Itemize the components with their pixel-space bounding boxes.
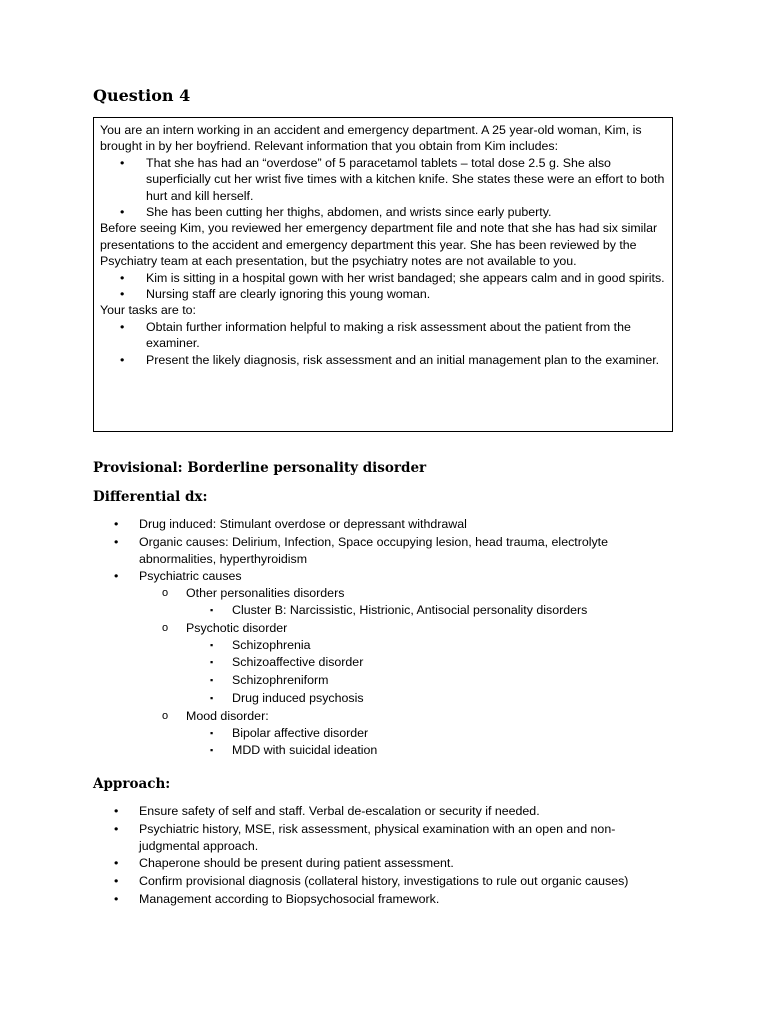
list-item: • Kim is sitting in a hospital gown with her wrist bandaged; she appears calm and in good spirits. bbox=[120, 270, 665, 285]
list-item: ▪ Schizophreniform bbox=[210, 673, 329, 688]
bullet-icon: • bbox=[120, 205, 125, 220]
hollow-bullet-icon: o bbox=[162, 709, 169, 722]
bullet-icon: • bbox=[114, 517, 119, 531]
list-item: • Chaperone should be present during patient assessment. bbox=[114, 856, 454, 871]
bullet-icon: • bbox=[120, 270, 125, 285]
square-bullet-icon: ▪ bbox=[210, 692, 214, 703]
differential-heading: Differential dx: bbox=[93, 489, 208, 505]
list-item: • Drug induced: Stimulant overdose or depressant withdrawal bbox=[114, 517, 467, 531]
list-item: • Present the likely diagnosis, risk assessment and an initial management plan to the examiner. bbox=[120, 352, 660, 367]
scenario-box bbox=[93, 117, 673, 432]
list-item: • Psychiatric causes o Other personalities disorders ▪ Cluster B: Narcissistic, Histrionic, Antisocial personality disorders o Psychotic disorder ▪ Schizophrenia ▪ Schizoaffective disorder ▪ Schizophreniform ▪ Drug induced psychosis o Mood disorder: ▪ Bipolar affective disorder ▪ MDD with suicidal ideation bbox=[93, 568, 673, 759]
bullet-icon: • bbox=[120, 319, 125, 334]
observation-list bbox=[100, 270, 666, 303]
hollow-bullet-icon: o bbox=[162, 621, 169, 634]
bullet-icon: • bbox=[114, 874, 119, 889]
hollow-bullet-icon: o bbox=[162, 587, 169, 600]
square-bullet-icon: ▪ bbox=[210, 604, 214, 615]
scenario-intro: You are an intern working in an accident and emergency department. A 25 year-old woman, Kim, is brought in by her boyfriend. Relevant information that you obtain from Kim includes: bbox=[100, 123, 642, 154]
info-list bbox=[100, 155, 666, 221]
list-item: o Other personalities disorders ▪ Cluster B: Narcissistic, Histrionic, Antisocial personality disorders bbox=[93, 585, 673, 619]
approach-heading: Approach: bbox=[93, 776, 171, 792]
approach-list bbox=[93, 803, 673, 909]
list-item: • Confirm provisional diagnosis (collateral history, investigations to rule out organic causes) bbox=[114, 874, 629, 889]
bullet-icon: • bbox=[114, 569, 119, 584]
list-item: • Nursing staff are clearly ignoring this young woman. bbox=[120, 287, 431, 302]
differential-list bbox=[93, 516, 673, 760]
list-item: ▪ Schizophrenia bbox=[210, 637, 311, 652]
list-item: ▪ MDD with suicidal ideation bbox=[210, 743, 378, 758]
list-item: • Psychiatric history, MSE, risk assessment, physical examination with an open and non-judgmental approach. bbox=[114, 821, 616, 853]
bullet-icon: • bbox=[114, 856, 119, 871]
bullet-icon: • bbox=[120, 155, 125, 170]
list-item: • That she has had an “overdose” of 5 paracetamol tablets – total dose 2.5 g. She also superficially cut her wrist five times with a kitchen knife. She states these were an effort to both hurt and kill herself. bbox=[120, 155, 665, 203]
bullet-icon: • bbox=[114, 821, 119, 836]
bullet-icon: • bbox=[114, 891, 119, 906]
list-item: ▪ Drug induced psychosis bbox=[210, 690, 364, 705]
scenario-middle: Before seeing Kim, you reviewed her emergency department file and note that she has had six similar presentations to the accident and emergency department this year. She has been reviewed by the Psychiatry team at each presentation, but the psychiatry notes are not available to you. bbox=[100, 221, 658, 269]
bullet-icon: • bbox=[114, 534, 119, 549]
bullet-icon: • bbox=[120, 352, 125, 367]
task-list bbox=[100, 319, 666, 368]
list-item: ▪ Cluster B: Narcissistic, Histrionic, Antisocial personality disorders bbox=[210, 602, 588, 617]
list-item: o Psychotic disorder ▪ Schizophrenia ▪ Schizoaffective disorder ▪ Schizophreniform ▪ Drug induced psychosis bbox=[93, 620, 673, 707]
list-item: • She has been cutting her thighs, abdomen, and wrists since early puberty. bbox=[120, 205, 552, 220]
tasks-label: Your tasks are to: bbox=[100, 303, 196, 318]
list-item: • Management according to Biopsychosocial framework. bbox=[114, 891, 440, 906]
square-bullet-icon: ▪ bbox=[210, 657, 214, 668]
list-item: • Ensure safety of self and staff. Verbal de-escalation or security if needed. bbox=[114, 804, 540, 818]
bullet-icon: • bbox=[120, 287, 125, 302]
square-bullet-icon: ▪ bbox=[210, 727, 214, 738]
list-item: • Organic causes: Delirium, Infection, Space occupying lesion, head trauma, electrolyte abnormalities, hyperthyroidism bbox=[114, 534, 609, 566]
bullet-icon: • bbox=[114, 804, 119, 818]
square-bullet-icon: ▪ bbox=[210, 639, 214, 650]
list-item: ▪ Bipolar affective disorder bbox=[210, 725, 369, 740]
provisional-diagnosis: Provisional: Borderline personality disorder bbox=[93, 460, 427, 476]
square-bullet-icon: ▪ bbox=[210, 675, 214, 686]
square-bullet-icon: ▪ bbox=[210, 745, 214, 756]
list-item: • Obtain further information helpful to making a risk assessment about the patient from the examiner. bbox=[120, 319, 631, 351]
list-item: ▪ Schizoaffective disorder bbox=[210, 655, 364, 670]
list-item: o Mood disorder: ▪ Bipolar affective disorder ▪ MDD with suicidal ideation bbox=[93, 708, 673, 759]
question-title: Question 4 bbox=[93, 86, 191, 105]
